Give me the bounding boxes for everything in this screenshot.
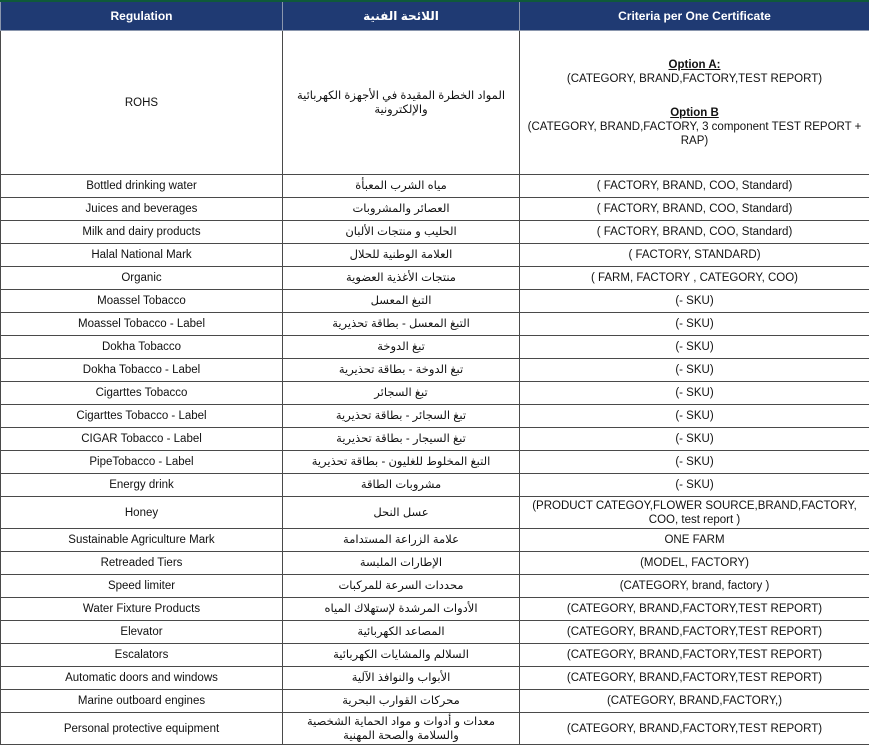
criteria-cell: (CATEGORY, BRAND,FACTORY,TEST REPORT) (520, 667, 869, 690)
criteria-cell: (- SKU) (520, 336, 869, 359)
regulation-cell: Dokha Tobacco - Label (1, 359, 283, 382)
regulation-cell: Energy drink (1, 474, 283, 497)
regulation-cell: Honey (1, 497, 283, 529)
arabic-cell: تبغ الدوخة (283, 336, 520, 359)
table-row (1, 428, 869, 451)
regulation-cell: PipeTobacco - Label (1, 451, 283, 474)
regulation-cell: Moassel Tobacco (1, 290, 283, 313)
header-arabic: اللائحة الفنية (283, 1, 520, 31)
regulation-cell: ROHS (1, 31, 283, 175)
criteria-cell: (MODEL, FACTORY) (520, 552, 869, 575)
criteria-cell: ( FACTORY, BRAND, COO, Standard) (520, 221, 869, 244)
arabic-cell: السلالم والمشايات الكهربائية (283, 644, 520, 667)
option-a-label: Option A: (668, 58, 721, 71)
criteria-cell: ( FACTORY, BRAND, COO, Standard) (520, 198, 869, 221)
arabic-cell: المواد الخطرة المقيدة في الأجهزة الكهربائية والإلكترونية (283, 31, 520, 175)
arabic-cell: تبغ السيجار - بطاقة تحذيرية (283, 428, 520, 451)
arabic-cell: تبغ الدوخة - بطاقة تحذيرية (283, 359, 520, 382)
table-row (1, 552, 869, 575)
arabic-cell: التبغ المعسل - بطاقة تحذيرية (283, 313, 520, 336)
criteria-cell: (PRODUCT CATEGOY,FLOWER SOURCE,BRAND,FACTORY, COO, test report ) (520, 497, 869, 529)
option-b-label: Option B (670, 106, 719, 119)
table-row (1, 690, 869, 713)
criteria-cell: (- SKU) (520, 474, 869, 497)
arabic-cell: محددات السرعة للمركبات (283, 575, 520, 598)
regulation-cell: Escalators (1, 644, 283, 667)
header-criteria: Criteria per One Certificate (520, 1, 869, 31)
table-row (1, 529, 869, 552)
regulation-cell: Dokha Tobacco (1, 336, 283, 359)
criteria-cell: (CATEGORY, BRAND,FACTORY,TEST REPORT) (520, 644, 869, 667)
header-regulation: Regulation (1, 1, 283, 31)
option-a-value: (CATEGORY, BRAND,FACTORY,TEST REPORT) (566, 72, 823, 85)
table-row (1, 267, 869, 290)
option-b-value: (CATEGORY, BRAND,FACTORY, 3 component TEST REPORT + RAP) (527, 120, 862, 147)
table-row-rohs (1, 31, 869, 175)
regulation-cell: Cigarttes Tobacco - Label (1, 405, 283, 428)
arabic-cell: الأدوات المرشدة لإستهلاك المياه (283, 598, 520, 621)
arabic-cell: الحليب و منتجات الألبان (283, 221, 520, 244)
table-row (1, 621, 869, 644)
table-row (1, 644, 869, 667)
regulation-cell: Milk and dairy products (1, 221, 283, 244)
arabic-cell: منتجات الأغذية العضوية (283, 267, 520, 290)
criteria-cell: (- SKU) (520, 313, 869, 336)
table-row (1, 175, 869, 198)
table-row (1, 405, 869, 428)
arabic-cell: التبغ المخلوط للغليون - بطاقة تحذيرية (283, 451, 520, 474)
arabic-cell: معدات و أدوات و مواد الحماية الشخصية والسلامة والصحة المهنية (283, 713, 520, 745)
arabic-cell: تبغ السجائر - بطاقة تحذيرية (283, 405, 520, 428)
criteria-cell: (- SKU) (520, 451, 869, 474)
criteria-cell: (- SKU) (520, 359, 869, 382)
table-row (1, 359, 869, 382)
regulation-cell: Marine outboard engines (1, 690, 283, 713)
table-row (1, 575, 869, 598)
criteria-cell: ( FARM, FACTORY , CATEGORY, COO) (520, 267, 869, 290)
arabic-cell: العلامة الوطنية للحلال (283, 244, 520, 267)
regulation-cell: Moassel Tobacco - Label (1, 313, 283, 336)
criteria-cell: (CATEGORY, BRAND,FACTORY,TEST REPORT) (520, 621, 869, 644)
regulation-cell: Water Fixture Products (1, 598, 283, 621)
criteria-cell: (- SKU) (520, 405, 869, 428)
table-row (1, 244, 869, 267)
regulation-cell: Elevator (1, 621, 283, 644)
regulation-cell: Bottled drinking water (1, 175, 283, 198)
table-row (1, 474, 869, 497)
arabic-cell: محركات القوارب البحرية (283, 690, 520, 713)
table-row (1, 667, 869, 690)
table-row (1, 382, 869, 405)
regulation-cell: CIGAR Tobacco - Label (1, 428, 283, 451)
regulation-cell: Halal National Mark (1, 244, 283, 267)
criteria-cell (520, 31, 869, 175)
criteria-cell: (CATEGORY, BRAND,FACTORY,TEST REPORT) (520, 713, 869, 745)
table-row (1, 713, 869, 745)
criteria-cell: (- SKU) (520, 382, 869, 405)
header-row (1, 1, 869, 31)
regulation-cell: Automatic doors and windows (1, 667, 283, 690)
arabic-cell: التبغ المعسل (283, 290, 520, 313)
table-row (1, 598, 869, 621)
regulation-cell: Juices and beverages (1, 198, 283, 221)
criteria-cell: (- SKU) (520, 290, 869, 313)
regulation-cell: Organic (1, 267, 283, 290)
table-row (1, 290, 869, 313)
arabic-cell: الإطارات الملبسة (283, 552, 520, 575)
regulation-cell: Sustainable Agriculture Mark (1, 529, 283, 552)
table-row (1, 497, 869, 529)
criteria-cell: (CATEGORY, brand, factory ) (520, 575, 869, 598)
table-row (1, 221, 869, 244)
regulation-cell: Cigarttes Tobacco (1, 382, 283, 405)
criteria-cell: (CATEGORY, BRAND,FACTORY,) (520, 690, 869, 713)
table-row (1, 313, 869, 336)
arabic-cell: مياه الشرب المعبأة (283, 175, 520, 198)
arabic-cell: علامة الزراعة المستدامة (283, 529, 520, 552)
criteria-cell: ( FACTORY, BRAND, COO, Standard) (520, 175, 869, 198)
arabic-cell: عسل النحل (283, 497, 520, 529)
arabic-cell: تبغ السجائر (283, 382, 520, 405)
arabic-cell: مشروبات الطاقة (283, 474, 520, 497)
regulation-cell: Speed limiter (1, 575, 283, 598)
arabic-cell: الأبواب والنوافذ الآلية (283, 667, 520, 690)
arabic-cell: العصائر والمشروبات (283, 198, 520, 221)
arabic-cell: المصاعد الكهربائية (283, 621, 520, 644)
table-row (1, 198, 869, 221)
regulation-cell: Personal protective equipment (1, 713, 283, 745)
criteria-cell: (- SKU) (520, 428, 869, 451)
regulation-cell: Retreaded Tiers (1, 552, 283, 575)
table-row (1, 451, 869, 474)
criteria-cell: (CATEGORY, BRAND,FACTORY,TEST REPORT) (520, 598, 869, 621)
criteria-cell: ( FACTORY, STANDARD) (520, 244, 869, 267)
table-row (1, 336, 869, 359)
criteria-cell: ONE FARM (520, 529, 869, 552)
